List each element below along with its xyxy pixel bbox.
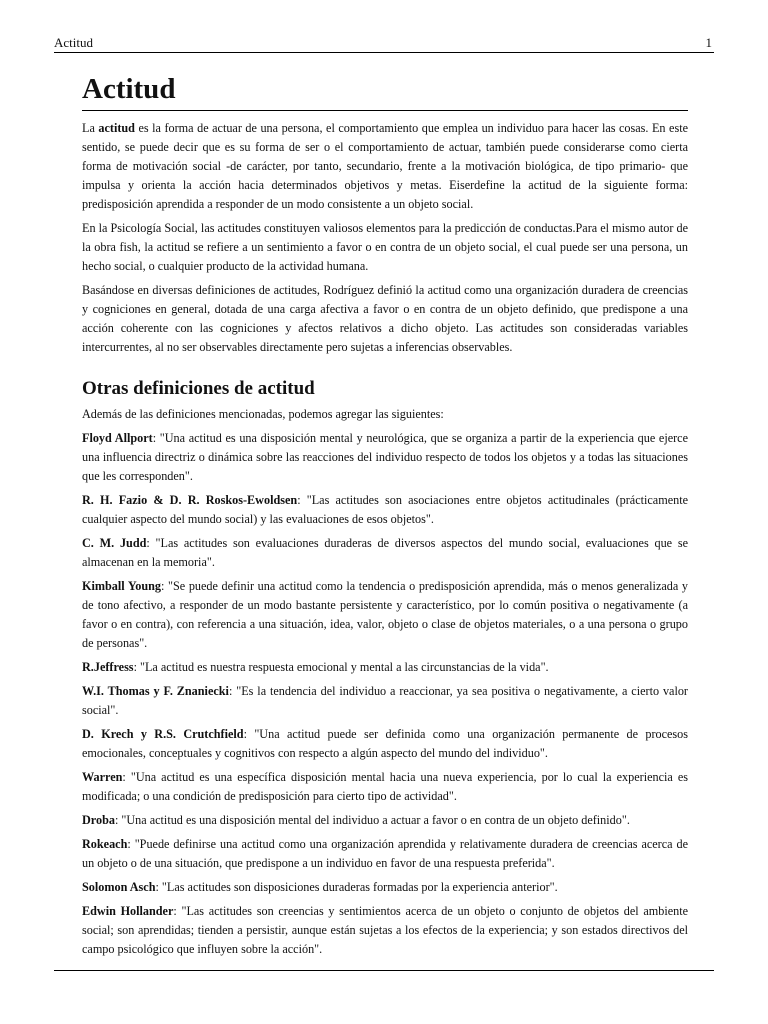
- definition-item: [82, 429, 688, 486]
- page-title: Actitud: [82, 72, 688, 111]
- definition-author: R. H. Fazio & D. R. Roskos-Ewoldsen: [82, 493, 298, 507]
- definition-text: : "Una actitud puede ser definida como una organización permanente de procesos emocionales, conceptuales y cognitivos con respecto a algún aspecto del mundo del individuo".: [82, 727, 688, 760]
- definition-text: : "Las actitudes son disposiciones duraderas formadas por la experiencia anterior".: [155, 880, 558, 894]
- definition-item: [82, 577, 688, 653]
- definition-author: Rokeach: [82, 837, 128, 851]
- definition-author: Kimball Young: [82, 579, 162, 593]
- definition-author: Edwin Hollander: [82, 904, 174, 918]
- section-title: Otras definiciones de actitud: [82, 378, 315, 399]
- section-intro: Además de las definiciones mencionadas, podemos agregar las siguientes:: [82, 407, 444, 421]
- page-number: 1: [705, 35, 712, 50]
- definition-author: Solomon Asch: [82, 880, 156, 894]
- definition-item: [82, 768, 688, 806]
- definition-item: [82, 835, 688, 873]
- definition-author: R.Jeffress: [82, 660, 134, 674]
- definition-item: [82, 902, 688, 959]
- intro-paragraph-1: [82, 119, 688, 214]
- intro-lead: La: [82, 121, 99, 135]
- definition-text: : "Una actitud es una disposición mental del individuo a actuar a favor o en contra de un objeto definido".: [114, 813, 630, 827]
- definition-text: : "Una actitud es una disposición mental y neurológica, que se organiza a partir de la experiencia que ejerce una influencia directriz o dinámica sobre las reacciones del individuo respecto de todos los objetos y a todas las situaciones que les corresponden".: [82, 431, 688, 483]
- definition-text: : "Las actitudes son asociaciones entre objetos actitudinales (prácticamente cualquier aspecto del mundo social) y las evaluaciones de esos objetos".: [82, 493, 688, 526]
- header-rule: [54, 52, 714, 53]
- definition-text: : "Se puede definir una actitud como la tendencia o predisposición aprendida, más o menos generalizada y de tono afectivo, a responder de un modo bastante persistente y característico, por lo común positiva o negativamente (a favor o en contra), con referencia a una situación, idea, valor, objeto o clase de objetos materiales, o a una persona o grupo de personas".: [82, 579, 688, 650]
- definition-text: : "Una actitud es una específica disposición mental hacia una nueva experiencia, por lo cual la experiencia es modificada; o una condición de predisposición para cierto tipo de actividad".: [82, 770, 688, 803]
- definition-text: : "La actitud es nuestra respuesta emocional y mental a las circunstancias de la vida".: [133, 660, 549, 674]
- intro-term: actitud: [98, 121, 135, 135]
- definition-author: Droba: [82, 813, 115, 827]
- definition-author: Warren: [82, 770, 123, 784]
- definition-text: : "Es la tendencia del individuo a reaccionar, ya sea positiva o negativamente, a cierto valor social".: [82, 684, 688, 717]
- footer-rule: [54, 970, 714, 971]
- definition-item: [82, 534, 688, 572]
- definition-text: : "Puede definirse una actitud como una organización aprendida y relativamente duradera de creencias acerca de un objeto o de una situación, que predispone a un individuo en favor de una respuesta preferida".: [82, 837, 688, 870]
- definition-item: [82, 725, 688, 763]
- definition-item: [82, 878, 688, 897]
- definition-item: [82, 682, 688, 720]
- article-body: [82, 72, 688, 964]
- definition-text: : "Las actitudes son creencias y sentimientos acerca de un objeto o conjunto de objetos del ambiente social; son aprendidas; tienden a persistir, aunque están sujetas a los efectos de la experiencia; y son estados directivos del campo psicológico que influyen sobre la acción".: [82, 904, 688, 956]
- definition-item: [82, 658, 688, 677]
- running-title: Actitud: [54, 35, 93, 50]
- intro-text: es la forma de actuar de una persona, el comportamiento que emplea un individuo para hacer las cosas. En este sentido, se puede decir que es su forma de ser o el comportamiento de actuar, también puede considerarse como cierta forma de motivación social -de carácter, por tanto, secundario, frente a la motivación biológica, de tipo primario- que impulsa y orienta la acción hacia determinados objetivos y metas. Eiserdefine la actitud de la siguiente forma: predisposición aprendida a responder de un modo consistente a un objeto social.: [82, 121, 688, 211]
- intro-paragraph-3: Basándose en diversas definiciones de actitudes, Rodríguez definió la actitud como una organización duradera de creencias y cogniciones en general, dotada de una carga afectiva a favor o en contra de un objeto definido, que predispone a una acción coherente con las cogniciones y afectos relativos a dicho objeto. Las actitudes son consideradas variables intercurrentes, al no ser observables directamente pero sujetas a inferencias observables.: [82, 283, 688, 354]
- definition-author: D. Krech y R.S. Crutchfield: [82, 727, 244, 741]
- intro-paragraph-2: En la Psicología Social, las actitudes constituyen valiosos elementos para la predicción de conductas.Para el mismo autor de la obra fish, la actitud se refiere a un sentimiento a favor o en contra de un objeto social, el cual puede ser una persona, un hecho social, o cualquier producto de la actividad humana.: [82, 221, 688, 273]
- running-header: [54, 34, 714, 52]
- definition-item: [82, 811, 688, 830]
- definition-author: C. M. Judd: [82, 536, 147, 550]
- definition-item: [82, 491, 688, 529]
- definition-author: Floyd Allport: [82, 431, 153, 445]
- definition-author: W.I. Thomas y F. Znaniecki: [82, 684, 229, 698]
- definition-text: : "Las actitudes son evaluaciones duraderas de diversos aspectos del mundo social, evaluaciones que se almacenan en la memoria".: [82, 536, 689, 569]
